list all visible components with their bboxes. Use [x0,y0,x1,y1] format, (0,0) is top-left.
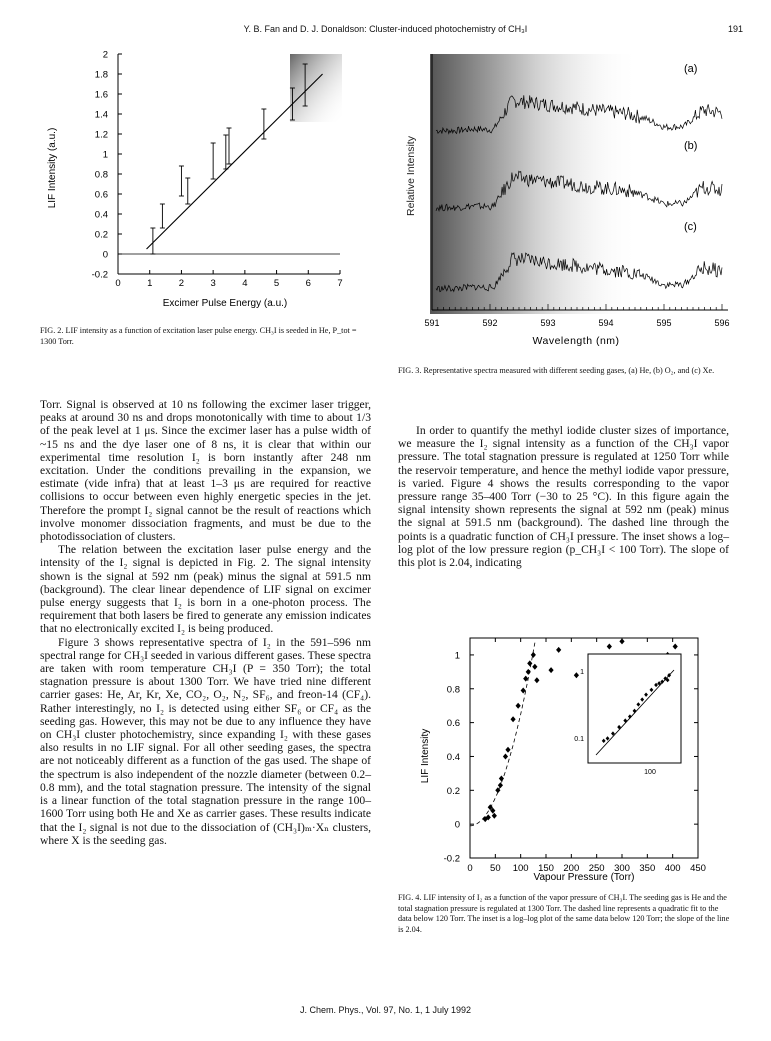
fig3-series-label: (b) [684,140,698,152]
fig4-data-point [548,667,553,673]
fig2-x-axis-label: Excimer Pulse Energy (a.u.) [162,298,288,309]
fig4-data-point [510,716,515,722]
fig2-y-tick-label: -0.2 [91,269,108,281]
fig4-quadratic-fit-curve [470,640,535,826]
page-number: 191 [727,24,743,34]
fig2-caption: FIG. 2. LIF intensity as a function of excitation laser pulse energy. CH₃I is seeded in He, P_tot = 1300 Torr. [40,326,357,346]
fig4-x-tick-label: 200 [563,863,580,874]
fig4-inset-x-tick-label: 100 [644,769,656,776]
fig4-data-point [673,643,678,649]
fig2-fit-line [147,74,323,249]
fig4-x-tick-label: 0 [467,863,473,874]
journal-footer: J. Chem. Phys., Vol. 97, No. 1, 1 July 1992 [299,1005,472,1015]
paragraph: Figure 3 shows representative spectra of I₂ in the 591–596 nm spectral range for CH₃I seeded in various different gases. These spectra are taken with room temperature CH₃I (P = 350 Torr); the total stagnation pressure is about 1300 Torr. We have tried nine different carrier gases: He, Ar, Kr, Xe, CO₂, O₂, N₂, SF₆, and freon-14 (CF₄). Rather interestingly, no I₂ is detected using either SF₆ or CF₄ as the seeding gas. However, this may not be due to any influence they have on CH₃I cluster photochemistry, since expanding I₂ with these gases also results in no LIF signal. For all other seeding gases, the spectra are not noticeably different as a function of the gas used. The shape of the spectrum is also independent of the nozzle diameter (between 0.2–0.8 mm), and the total stagnation pressure. The intensity of the signal is a linear function of the total stagnation pressure in the range 100–1600 Torr using both He and Xe as carrier gases. These results indicate that the I₂ signal is not due to the dissociation of (CH₃I)ₘ·Xₙ clusters, where X is the seeding gas. [40,635,372,847]
fig4-x-tick-label: 50 [490,863,501,874]
fig3-x-tick-label: 593 [540,318,556,328]
fig2-y-tick-label: 0.6 [94,189,108,201]
fig4-data-point [619,638,624,644]
fig4-data-point [574,672,579,678]
fig3-x-tick-label: 591 [424,318,440,328]
fig2-y-tick-label: 1.8 [94,69,108,81]
paragraph: In order to quantify the methyl iodide cluster sizes of importance, we measure the I₂ signal intensity as a function of the CH₃I vapor pressure. The total stagnation pressure is regulated at 1250 Torr while the reservoir temperature, and hence the methyl iodide vapor pressure, is varied. Figure 4 shows the results corresponding to the vapor pressure range 35–400 Torr (−30 to 25 °C). In this figure again the signal intensity shown represents the signal at 592 nm (peak) minus the signal at 591.5 nm (background). The dashed line through the points is a quadratic function of CH₃I pressure. The inset shows a log–log plot of the low pressure region (p_CH₃I < 100 Torr). The slope of this plot is 2.04, indicating [398,424,729,570]
fig3-chart [398,48,733,358]
fig4-data-point [526,669,531,675]
fig2-y-tick-label: 0.8 [94,169,108,181]
fig2-y-tick-label: 0.4 [94,209,108,221]
right-column [398,424,729,569]
fig2-x-tick-label: 3 [210,278,216,289]
fig4-x-tick-label: 100 [512,863,529,874]
fig4-x-axis-label: Vapour Pressure (Torr) [533,872,635,883]
fig3-x-tick-label: 595 [656,318,672,328]
paragraph: The relation between the excitation laser pulse energy and the intensity of the I₂ signal is depicted in Fig. 2. The signal intensity shown is the signal at 592 nm (peak) minus the signal at 591.5 nm (background). The clear linear dependence of LIF signal on excimer pulse energy suggests that I₂ is born in a one-photon process. The requirement that both lasers be fired to generate any emission indicates that no electronically excited I₂ is being produced. [40,543,371,636]
fig3-shading [430,54,730,314]
fig2-y-tick-label: 0 [102,249,108,261]
fig2-x-tick-label: 5 [273,278,280,289]
fig4-x-tick-label: 450 [690,863,706,874]
paragraph: Torr. Signal is observed at 10 ns following the excimer laser trigger, peaks at around 30 ns and drops monotonically with time to about 1/3 of the peak level at 1 μs. Since the excimer laser has a pulse width of ~15 ns and the dye laser one of 8 ns, it is clear that within our experimental time resolution I₂ is born instantly after 248 nm excitation. Under the conditions prevailing in the expansion, we estimate (vide infra) that at least 1–3 μs are required for reactive collisions to occur between even highly energetic species in the jet. Therefore the prompt I₂ signal cannot be the result of reactions which involve monomer dissociation fragments, and must be due to the photodissociation of clusters. [40,398,371,544]
fig4-y-tick-label: 0.4 [446,751,460,763]
fig4-data-point [499,775,504,781]
fig4-data-point [556,647,561,653]
fig2-x-tick-label: 4 [242,278,248,289]
fig2-y-tick-label: 2 [102,49,108,61]
fig2-x-tick-label: 1 [147,278,153,289]
fig2-shading [290,54,342,122]
fig2-y-tick-label: 1.4 [94,109,108,121]
fig2-x-tick-label: 6 [305,278,311,289]
fig2-x-tick-label: 7 [337,278,343,289]
fig3-series-label: (c) [684,221,697,233]
running-title: Y. B. Fan and D. J. Donaldson: Cluster-induced photochemistry of CH₃I [243,24,528,34]
fig4-data-point [607,643,612,649]
fig4-x-tick-label: 400 [664,863,681,874]
fig2-y-tick-label: 1.2 [94,129,108,141]
fig4-x-tick-label: 150 [538,863,554,874]
fig4-y-tick-label: 1 [454,650,460,662]
fig4-data-point [527,660,532,666]
fig4-y-axis-label: LIF Intensity [420,728,431,784]
fig4-data-point [492,813,497,819]
fig3-x-tick-label: 594 [598,318,614,328]
fig2-x-tick-label: 0 [115,278,121,289]
fig3-series-label: (a) [684,63,698,75]
fig4-y-tick-label: -0.2 [443,853,460,865]
running-header [0,20,771,40]
fig3-x-axis-label: Wavelength (nm) [532,335,620,347]
fig4-x-tick-label: 300 [614,863,630,874]
fig3-x-tick-label: 596 [714,318,730,328]
fig4-inset-y-tick-label: 0.1 [574,736,584,743]
fig4-y-tick-label: 0.8 [446,684,460,696]
fig4-data-point [498,782,503,788]
fig4-inset-y-tick-label: 1 [580,669,584,676]
fig4-data-point [532,664,537,670]
fig3-x-tick-label: 592 [482,318,498,328]
left-column [40,398,371,847]
fig4-x-tick-label: 350 [639,863,656,874]
fig2-chart [40,48,360,318]
fig2-y-tick-label: 0.2 [94,229,108,241]
fig3-caption: FIG. 3. Representative spectra measured with different seeding gases, (a) He, (b) O₂, and (c) Xe. [398,366,715,375]
fig2-x-tick-label: 2 [178,278,185,289]
fig4-data-point [534,677,539,683]
fig4-chart [398,628,728,888]
fig2-y-axis-label: LIF Intensity (a.u.) [47,127,58,209]
fig4-x-tick-label: 250 [588,863,605,874]
fig4-data-point [516,703,521,709]
fig4-data-point [505,747,510,753]
fig3-y-axis-label: Relative Intensity [405,136,417,216]
fig2-y-tick-label: 1 [102,149,108,161]
fig4-caption: FIG. 4. LIF intensity of I₂ as a function of the vapor pressure of CH₃I. The seeding gas is He and the total stagnation pressure is regulated at 1300 Torr. The dashed line represents a quadratic fit to the data below 120 Torr. The inset is a log–log plot of the same data below 120 Torr; the slope of the line is 2.04. [398,893,730,934]
fig4-y-tick-label: 0.2 [446,785,460,797]
fig4-y-tick-label: 0.6 [446,718,460,730]
fig2-y-tick-label: 1.6 [94,89,108,101]
fig4-inset-frame [588,654,681,763]
fig4-y-tick-label: 0 [454,819,460,831]
fig4-data-point [531,652,536,658]
fig4-data-point [503,753,508,759]
